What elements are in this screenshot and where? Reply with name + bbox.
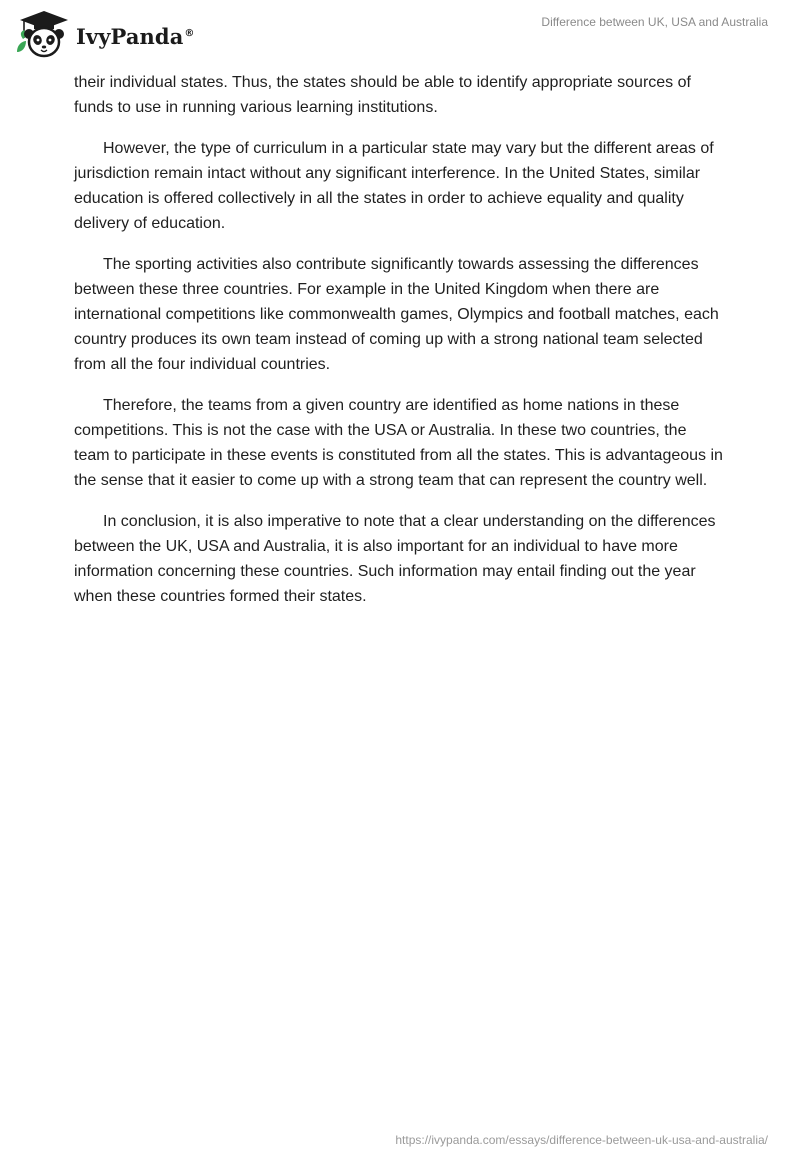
document-title: Difference between UK, USA and Australia	[541, 15, 768, 29]
paragraph-2: However, the type of curriculum in a particular state may vary but the different areas of jurisdiction remain intact without any significant interference. In the United States, similar education is offered collectively in all the states in order to achieve equality and quality delivery of education.	[74, 140, 714, 232]
paragraph-1: their individual states. Thus, the states should be able to identify appropriate sources of funds to use in running various learning institutions.	[74, 74, 691, 116]
panda-logo-icon	[14, 8, 74, 60]
paragraph-4: Therefore, the teams from a given country are identified as home nations in these competitions. This is not the case with the USA or Australia. In these two countries, the team to participate in these events is constituted from all the states. This is advantageous in the sense that it easier to come up with a strong team that can represent the country well.	[74, 397, 723, 489]
registered-mark: ®	[184, 27, 195, 39]
paragraph-5: In conclusion, it is also imperative to note that a clear understanding on the differences between the UK, USA and Australia, it is also important for an individual to have more information concerning these countries. Such information may entail finding out the year when these countries formed their states.	[74, 513, 716, 605]
logo-wordmark	[76, 24, 195, 49]
essay-body	[74, 70, 724, 625]
page-header	[0, 0, 800, 70]
paragraph-3: The sporting activities also contribute significantly towards assessing the differences between these three countries. For example in the United Kingdom when there are international competitions like commonwealth games, Olympics and football matches, each country produces its own team instead of coming up with a strong national team selected from all the four individual countries.	[74, 256, 719, 373]
ivypanda-logo[interactable]	[14, 8, 195, 60]
logo-text: IvyPanda	[76, 23, 184, 49]
source-url-link[interactable]: https://ivypanda.com/essays/difference-between-uk-usa-and-australia/	[395, 1133, 768, 1147]
